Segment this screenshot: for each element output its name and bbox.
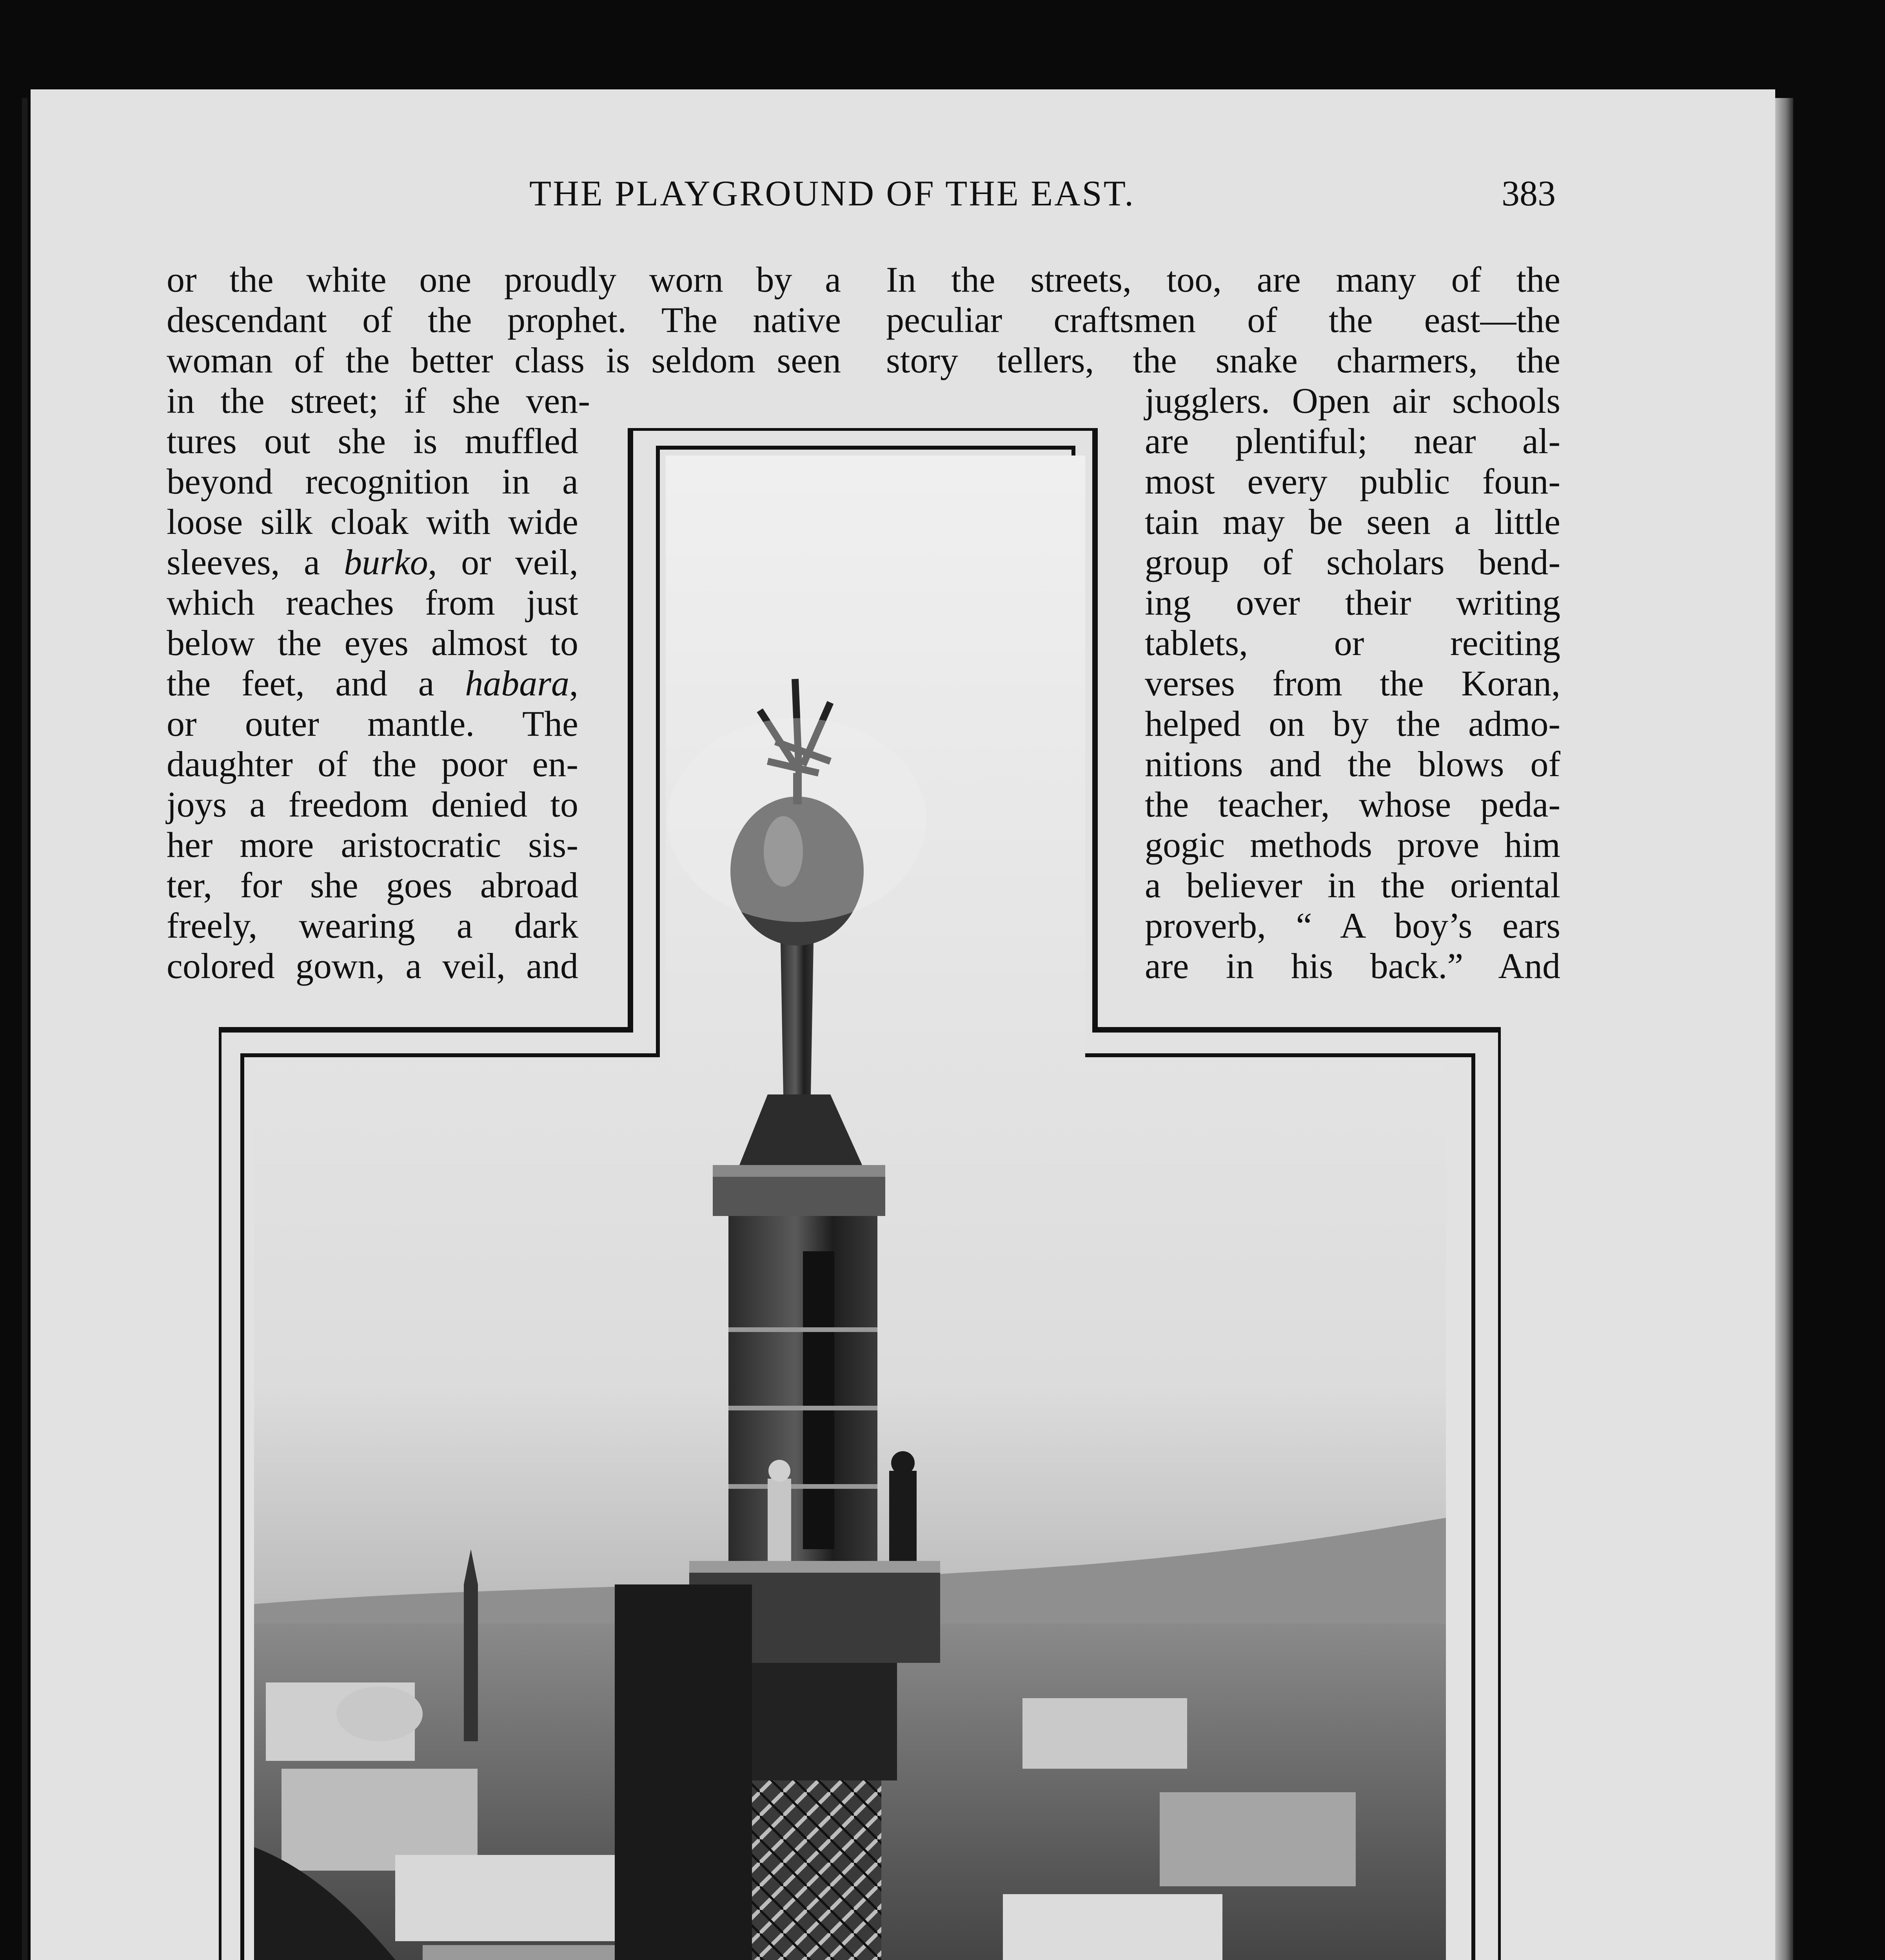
book-spine-edge <box>22 98 27 1960</box>
text-line: are plentiful; near al- <box>1145 421 1560 461</box>
text-line: freely, wearing a dark <box>167 906 578 946</box>
text-line: story tellers, the snake charmers, the <box>886 340 1560 380</box>
text-line: sleeves, a burko, or veil, <box>167 542 578 582</box>
text-line: or outer mantle. The <box>167 704 578 744</box>
text-line: woman of the better class is seldom seen <box>167 340 841 380</box>
text-line: daughter of the poor en- <box>167 744 578 784</box>
text-line: are in his back.” And <box>1145 946 1560 986</box>
running-header: THE PLAYGROUND OF THE EAST. <box>529 173 1135 213</box>
text-line: the teacher, whose peda- <box>1145 784 1560 824</box>
text-line: jugglers. Open air schools <box>1145 381 1560 421</box>
page-edge-shadow <box>1775 98 1793 1960</box>
text-line: peculiar craftsmen of the east—the <box>886 300 1560 340</box>
text-line: proverb, “ A boy’s ears <box>1145 906 1560 946</box>
text-line: nitions and the blows of <box>1145 744 1560 784</box>
text-line: the feet, and a habara, <box>167 663 578 703</box>
text-line: tures out she is muffled <box>167 421 578 461</box>
text-line: gogic methods prove him <box>1145 825 1560 865</box>
text-line: tain may be seen a little <box>1145 502 1560 542</box>
text-line: her more aristocratic sis- <box>167 825 578 865</box>
text-line: descendant of the prophet. The native <box>167 300 841 340</box>
text-line: colored gown, a veil, and <box>167 946 578 986</box>
text-line: in the street; if she ven- <box>167 381 590 421</box>
minaret-photograph <box>219 428 1501 1960</box>
text-line: which reaches from just <box>167 583 578 622</box>
text-line: below the eyes almost to <box>167 623 578 663</box>
text-line: ing over their writing <box>1145 583 1560 622</box>
text-line: tablets, or reciting <box>1145 623 1560 663</box>
text-line: beyond recognition in a <box>167 461 578 501</box>
text-line: ter, for she goes abroad <box>167 865 578 905</box>
text-line: a believer in the oriental <box>1145 865 1560 905</box>
text-line: or the white one proudly worn by a <box>167 260 841 299</box>
text-line: most every public foun- <box>1145 461 1560 501</box>
text-line: verses from the Koran, <box>1145 663 1560 703</box>
text-line: In the streets, too, are many of the <box>886 260 1560 299</box>
text-line: loose silk cloak with wide <box>167 502 578 542</box>
text-line: helped on by the admo- <box>1145 704 1560 744</box>
text-line: joys a freedom denied to <box>167 784 578 824</box>
text-line: group of scholars bend- <box>1145 542 1560 582</box>
page-number: 383 <box>1502 173 1556 213</box>
